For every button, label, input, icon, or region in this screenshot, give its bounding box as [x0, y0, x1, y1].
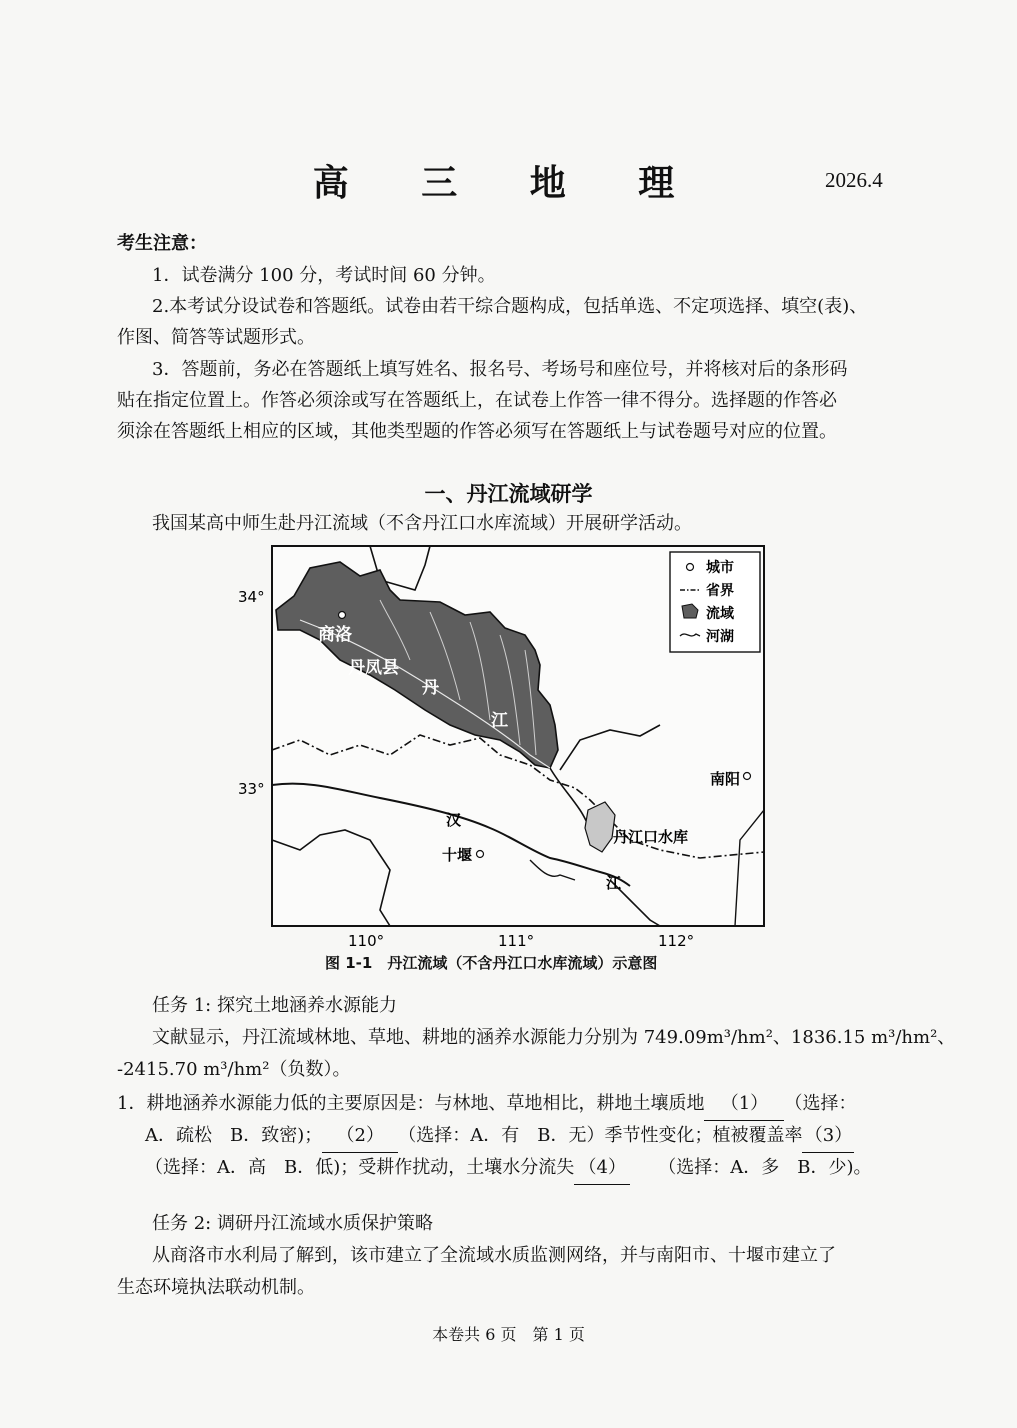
label-shiyan: 十堰: [442, 846, 473, 864]
task2-text-2: 生态环境执法联动机制。: [117, 1277, 315, 1298]
task2-heading: 任务 2: 调研丹江流域水质保护策略: [152, 1213, 433, 1234]
lon-label-111: 111°: [498, 932, 535, 950]
label-danfeng: 丹凤县: [348, 658, 399, 678]
page-title: 高 三 地 理: [312, 163, 705, 204]
page-footer: 本卷共 6 页 第 1 页: [432, 1325, 585, 1344]
lon-label-112: 112°: [658, 932, 695, 950]
legend-border: 省界: [706, 583, 734, 599]
city-marker-nanyang: [744, 773, 751, 780]
label-nanyang: 南阳: [710, 770, 741, 788]
blank-3[interactable]: （3）: [802, 1120, 854, 1153]
notice-item-1: 1．试卷满分 100 分，考试时间 60 分钟。: [152, 265, 496, 286]
q1-text-c: A．疏松 B．致密)；: [145, 1125, 323, 1146]
q1-text-b: （选择：: [784, 1093, 857, 1114]
lat-label-33: 33°: [238, 780, 265, 798]
notice-item-2: 2.本考试分设试卷和答题纸。试卷由若干综合题构成，包括单选、不定项选择、填空(表)、: [152, 296, 868, 317]
city-marker-shiyan: [477, 851, 484, 858]
label-reservoir: 丹江口水库: [613, 828, 689, 846]
question-1-line-3: [145, 1152, 872, 1185]
blank-4[interactable]: （4）: [574, 1152, 630, 1185]
lat-label-34: 34°: [238, 588, 265, 606]
notice-heading: 考生注意：: [117, 233, 207, 254]
legend-city: 城市: [706, 560, 734, 576]
label-han-2: 江: [606, 874, 622, 892]
blank-2[interactable]: （2）: [322, 1120, 398, 1153]
notice-item-2-cont: 作图、简答等试题形式。: [117, 327, 315, 348]
q1-text-e: （选择：A．高 B．低)；受耕作扰动，土壤水分流失: [145, 1157, 575, 1178]
notice-item-3: 3．答题前，务必在答题纸上填写姓名、报名号、考场号和座位号，并将核对后的条形码: [152, 359, 848, 380]
question-1-line-1: [117, 1088, 856, 1121]
legend-basin: 流域: [706, 606, 734, 622]
q1-text-f: （选择：A．多 B．少)。: [658, 1157, 872, 1178]
notice-item-3-cont2: 须涂在答题纸上相应的区域，其他类型题的作答必须写在答题纸上与试卷题号对应的位置。: [117, 421, 837, 442]
question-1-line-2: [145, 1120, 854, 1153]
legend-city-icon: [687, 564, 694, 571]
city-marker-shangluo: [339, 612, 346, 619]
lon-label-110: 110°: [348, 932, 385, 950]
q1-text-d: （选择：A．有 B．无）季节性变化；植被覆盖率: [398, 1125, 803, 1146]
label-han-1: 汉: [446, 811, 462, 829]
label-dan-river-1: 丹: [422, 678, 439, 698]
label-dan-river-2: 江: [491, 711, 508, 731]
blank-1[interactable]: （1）: [704, 1088, 784, 1121]
danjiang-basin-map: [230, 540, 790, 960]
map-caption: 图 1-1 丹江流域（不含丹江口水库流域）示意图: [325, 954, 658, 972]
task2-text-1: 从商洛市水利局了解到，该市建立了全流域水质监测网络，并与南阳市、十堰市建立了: [152, 1245, 836, 1266]
q1-text-a: 1．耕地涵养水源能力低的主要原因是：与林地、草地相比，耕地土壤质地: [117, 1093, 705, 1114]
notice-item-3-cont1: 贴在指定位置上。作答必须涂或写在答题纸上，在试卷上作答一律不得分。选择题的作答必: [117, 390, 837, 411]
legend-river: 河湖: [706, 629, 734, 645]
task1-heading: 任务 1: 探究土地涵养水源能力: [152, 995, 397, 1016]
section-heading: 一、丹江流域研学: [424, 482, 593, 506]
section-intro: 我国某高中师生赴丹江流域（不含丹江口水库流域）开展研学活动。: [152, 513, 692, 534]
task1-text-1: 文献显示，丹江流域林地、草地、耕地的涵养水源能力分别为 749.09m³/hm²、1836.15 m³/hm²、: [152, 1027, 956, 1048]
exam-date: 2026.4: [825, 168, 883, 192]
label-shangluo: 商洛: [318, 625, 352, 645]
task1-text-2: -2415.70 m³/hm²（负数）。: [117, 1059, 351, 1080]
